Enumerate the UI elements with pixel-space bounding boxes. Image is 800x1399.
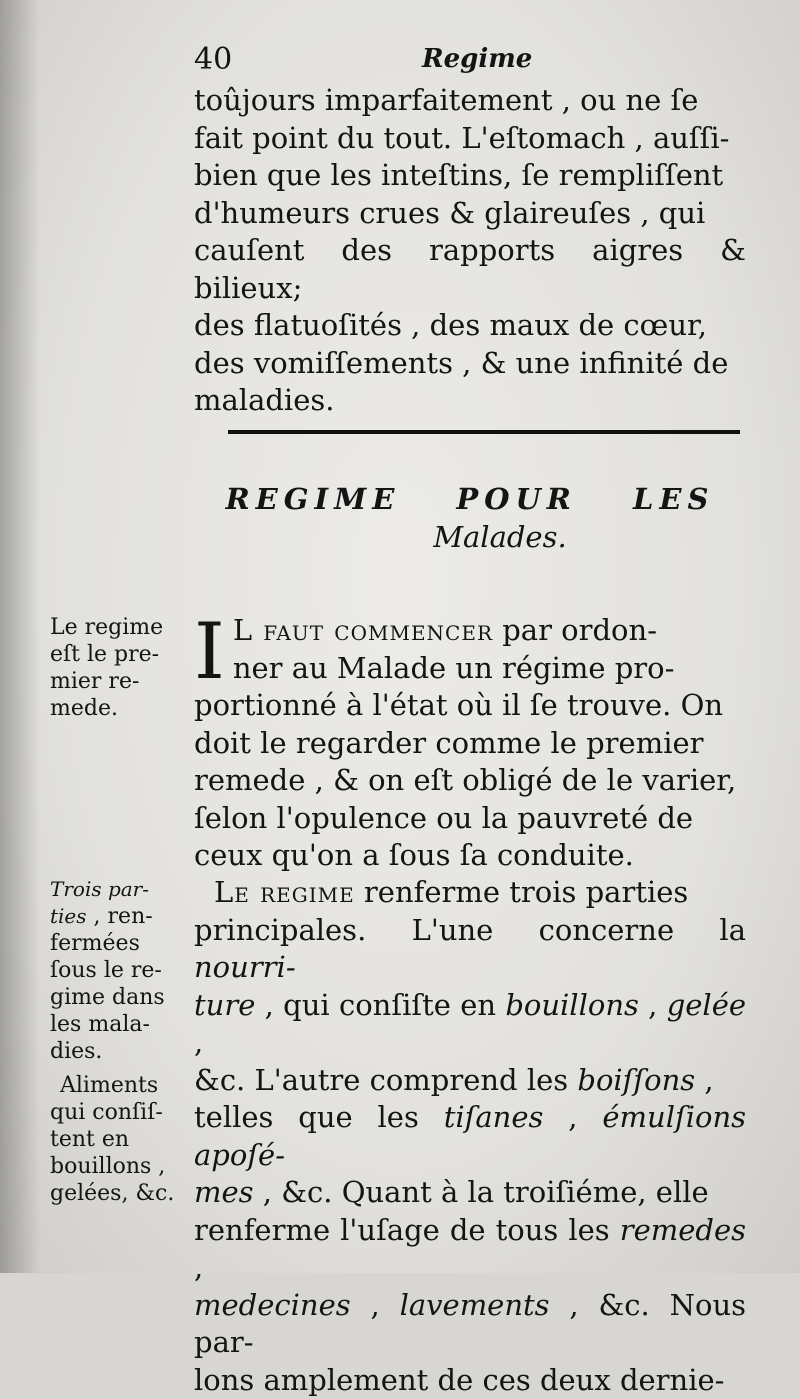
margin-note-2 bbox=[50, 876, 182, 1065]
margin-note-line: bouillons , bbox=[50, 1153, 182, 1180]
margin-note-line: eſt le pre- bbox=[50, 641, 182, 668]
italic-term: gelée bbox=[667, 988, 746, 1022]
text-line bbox=[194, 612, 746, 650]
margin-note-line: dies. bbox=[50, 1038, 182, 1065]
text-line: des flatuoſités , des maux de cœur, bbox=[194, 307, 746, 345]
text-fragment: renferme l'uſage de tous les bbox=[194, 1213, 620, 1247]
text-line bbox=[194, 874, 746, 912]
margin-note-line: Aliments bbox=[50, 1072, 182, 1099]
text-fragment: par ordon- bbox=[493, 613, 657, 647]
margin-note-line bbox=[50, 903, 182, 930]
text-fragment: telles que les bbox=[194, 1100, 444, 1134]
continuation-text bbox=[194, 82, 746, 420]
text-line: cauſent des rapports aigres & bilieux; bbox=[194, 232, 746, 307]
italic-term: tiſanes bbox=[444, 1100, 544, 1134]
section-heading-line2: Malades. bbox=[194, 520, 746, 554]
text-line bbox=[194, 912, 746, 987]
margin-note-line: gelées, &c. bbox=[50, 1180, 182, 1207]
margin-note-line: ſous le re- bbox=[50, 957, 182, 984]
margin-note-line: les mala- bbox=[50, 1011, 182, 1038]
text-fragment: &c. L'autre comprend les bbox=[194, 1063, 577, 1097]
italic-term: ture bbox=[194, 988, 255, 1022]
text-line bbox=[194, 1287, 746, 1362]
text-fragment: , bbox=[639, 988, 667, 1022]
text-line bbox=[194, 1174, 746, 1212]
italic-term: boiſſons bbox=[577, 1063, 695, 1097]
text-fragment: , &c. Quant à la troiſiéme, elle bbox=[254, 1175, 709, 1209]
text-line: maladies. bbox=[194, 382, 746, 420]
margin-note-italic: Trois par- bbox=[50, 877, 149, 901]
text-fragment: , qui conſiſte en bbox=[255, 988, 505, 1022]
text-fragment: , bbox=[543, 1100, 602, 1134]
italic-term: mes bbox=[194, 1175, 254, 1209]
section-heading bbox=[194, 482, 746, 554]
italic-term: medecines bbox=[194, 1288, 351, 1322]
lead-small-caps: L faut commencer bbox=[233, 613, 493, 647]
text-fragment: , bbox=[695, 1063, 713, 1097]
margin-note-line: mier re- bbox=[50, 668, 182, 695]
italic-term: bouillons bbox=[505, 988, 639, 1022]
page-gutter-shadow bbox=[0, 0, 40, 1273]
text-line: ner au Malade un régime pro- bbox=[194, 650, 746, 688]
text-line: fait point du tout. L'eſtomach , auſſi- bbox=[194, 120, 746, 158]
text-fragment: , bbox=[194, 1025, 203, 1059]
text-line: bien que les inteſtins, ſe rempliſſent bbox=[194, 157, 746, 195]
running-head bbox=[194, 42, 744, 82]
text-line bbox=[194, 987, 746, 1062]
text-line: remede , & on eſt obligé de le varier, bbox=[194, 762, 746, 800]
text-line bbox=[194, 1062, 746, 1100]
margin-note-italic: ties bbox=[50, 904, 87, 928]
text-line: d'humeurs crues & glaireuſes , qui bbox=[194, 195, 746, 233]
margin-note-1 bbox=[50, 614, 182, 722]
text-fragment: principales. L'une concerne la bbox=[194, 913, 746, 947]
italic-term: lavements bbox=[400, 1288, 550, 1322]
text-fragment: , bbox=[351, 1288, 400, 1322]
italic-term: nourri- bbox=[194, 950, 296, 984]
text-line: doit le regarder comme le premier bbox=[194, 725, 746, 763]
margin-note-fragment: , ren- bbox=[87, 904, 153, 929]
text-fragment: renferme trois parties bbox=[355, 875, 689, 909]
text-line: toûjours imparfaitement , ou ne ſe bbox=[194, 82, 746, 120]
text-line: lons amplement de ces deux dernie- bbox=[194, 1362, 746, 1399]
margin-note-3 bbox=[50, 1072, 182, 1207]
text-line: portionné à l'état où il ſe trouve. On bbox=[194, 687, 746, 725]
margin-note-line: mede. bbox=[50, 695, 182, 722]
text-line bbox=[194, 1099, 746, 1174]
section-heading-line1: REGIME POUR LES bbox=[194, 482, 746, 516]
text-line: ceux qu'on a ſous ſa conduite. bbox=[194, 837, 746, 875]
running-title: Regime bbox=[422, 44, 532, 74]
margin-note-line: fermées bbox=[50, 930, 182, 957]
margin-note-line: tent en bbox=[50, 1126, 182, 1153]
italic-term: remedes bbox=[620, 1213, 746, 1247]
text-line: des vomiſſements , & une infinité de bbox=[194, 345, 746, 383]
margin-note-line: Le regime bbox=[50, 614, 182, 641]
text-fragment: , bbox=[194, 1250, 203, 1284]
paragraph-2 bbox=[194, 874, 746, 1399]
page-number: 40 bbox=[194, 42, 232, 77]
paragraph-1 bbox=[194, 612, 746, 875]
lead-small-caps: Le regime bbox=[214, 875, 355, 909]
drop-cap: I bbox=[194, 618, 225, 686]
margin-note-line: qui conſiſ- bbox=[50, 1099, 182, 1126]
section-rule bbox=[228, 430, 740, 434]
margin-note-line bbox=[50, 876, 182, 903]
italic-term: émulſions apoſé- bbox=[194, 1100, 746, 1172]
text-line bbox=[194, 1212, 746, 1287]
margin-note-line: gime dans bbox=[50, 984, 182, 1011]
text-fragment: , &c. Nous par- bbox=[194, 1288, 746, 1360]
text-line: ſelon l'opulence ou la pauvreté de bbox=[194, 800, 746, 838]
